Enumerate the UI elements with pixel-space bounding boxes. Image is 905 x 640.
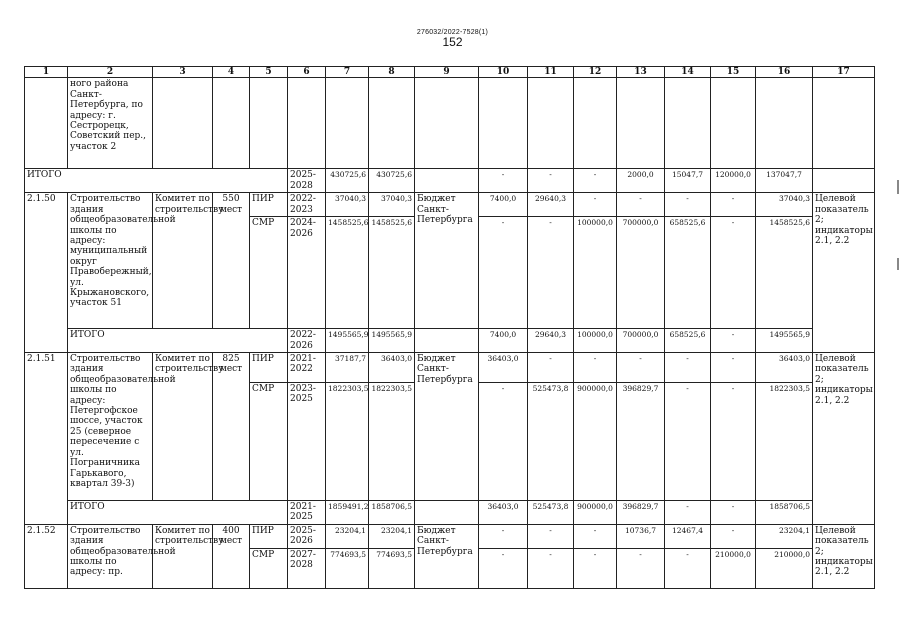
- scan-margin-mark: [897, 258, 899, 270]
- stage-cell: СМР: [250, 383, 288, 501]
- name-cell: Строительство здания общеобразовательной школы по адресу: Петергофское шоссе, участок 25 (северное пересечение с ул. Пограничника Гарькавого, квартал 39-3): [68, 353, 153, 501]
- value-cell: 100000,0: [574, 329, 617, 353]
- empty-cell: [250, 78, 288, 169]
- name-cell: ного района Санкт-Петербурга, по адресу: г. Сестрорецк, Советский пер., участок 2: [68, 78, 153, 169]
- value-cell: 1822303,5: [369, 383, 415, 501]
- column-header: 17: [813, 67, 875, 78]
- column-header: 4: [213, 67, 250, 78]
- value-cell: 210000,0: [756, 548, 813, 588]
- column-header: 5: [250, 67, 288, 78]
- page-number: 152: [442, 35, 463, 49]
- period-cell: 2023-2025: [288, 383, 326, 501]
- column-header: 1: [25, 67, 68, 78]
- total-row: [25, 329, 875, 353]
- funding-cell: Бюджет Санкт-Петербурга: [415, 193, 479, 329]
- value-cell: -: [574, 548, 617, 588]
- column-header: 13: [617, 67, 665, 78]
- value-cell: 1458525,6: [369, 217, 415, 329]
- period-cell: 2022-2023: [288, 193, 326, 217]
- value-cell: 37187,7: [326, 353, 369, 383]
- value-cell: 29640,3: [528, 193, 574, 217]
- customer-cell: Комитет по строительству: [153, 193, 213, 329]
- empty-cell: [415, 78, 479, 169]
- value-cell: -: [528, 217, 574, 329]
- header-row: [25, 67, 875, 78]
- value-cell: 1822303,5: [326, 383, 369, 501]
- total-label: ИТОГО: [25, 169, 288, 193]
- value-cell: 1858706,5: [369, 501, 415, 525]
- period-cell: 2022-2026: [288, 329, 326, 353]
- empty-cell: [574, 78, 617, 169]
- table-row: [25, 353, 875, 383]
- value-cell: -: [617, 353, 665, 383]
- value-cell: -: [479, 524, 528, 548]
- funding-cell: Бюджет Санкт-Петербурга: [415, 524, 479, 588]
- value-cell: 1822303,5: [756, 383, 813, 501]
- total-row: [25, 169, 875, 193]
- value-cell: -: [711, 501, 756, 525]
- value-cell: 36403,0: [369, 353, 415, 383]
- value-cell: [415, 501, 479, 525]
- value-cell: -: [711, 329, 756, 353]
- total-label: ИТОГО: [68, 329, 288, 353]
- value-cell: 23204,1: [369, 524, 415, 548]
- capacity-cell: 400 мест: [213, 524, 250, 588]
- empty-cell: [479, 78, 528, 169]
- stage-cell: СМР: [250, 217, 288, 329]
- value-cell: 15047,7: [665, 169, 711, 193]
- value-cell: -: [665, 383, 711, 501]
- value-cell: 23204,1: [756, 524, 813, 548]
- value-cell: 37040,3: [756, 193, 813, 217]
- value-cell: 1495565,9: [369, 329, 415, 353]
- table-row: [25, 78, 875, 169]
- value-cell: -: [711, 217, 756, 329]
- empty-cell: [813, 78, 875, 169]
- value-cell: -: [574, 353, 617, 383]
- value-cell: -: [617, 193, 665, 217]
- value-cell: 10736,7: [617, 524, 665, 548]
- total-row: [25, 501, 875, 525]
- column-header: 2: [68, 67, 153, 78]
- value-cell: 2000,0: [617, 169, 665, 193]
- stage-cell: СМР: [250, 548, 288, 588]
- name-cell: Строительство здания общеобразовательной школы по адресу: муниципальный округ Правобережный, ул. Крыжановского, участок 51: [68, 193, 153, 329]
- table-row: [25, 193, 875, 217]
- period-cell: 2025-2026: [288, 524, 326, 548]
- value-cell: -: [617, 548, 665, 588]
- column-header: 3: [153, 67, 213, 78]
- value-cell: 700000,0: [617, 217, 665, 329]
- column-header: 7: [326, 67, 369, 78]
- value-cell: 700000,0: [617, 329, 665, 353]
- empty-cell: [213, 78, 250, 169]
- value-cell: -: [479, 383, 528, 501]
- value-cell: 658525,6: [665, 329, 711, 353]
- column-header: 10: [479, 67, 528, 78]
- value-cell: 430725,6: [326, 169, 369, 193]
- value-cell: -: [479, 169, 528, 193]
- value-cell: 1458525,6: [756, 217, 813, 329]
- table-row: [25, 524, 875, 548]
- capacity-cell: 825 мест: [213, 353, 250, 501]
- period-cell: 2024-2026: [288, 217, 326, 329]
- value-cell: -: [711, 383, 756, 501]
- customer-cell: Комитет по строительству: [153, 353, 213, 501]
- empty-cell: [813, 169, 875, 193]
- value-cell: 36403,0: [479, 501, 528, 525]
- value-cell: -: [479, 548, 528, 588]
- empty-cell: [288, 78, 326, 169]
- value-cell: 23204,1: [326, 524, 369, 548]
- value-cell: 525473,8: [528, 383, 574, 501]
- capacity-cell: 550 мест: [213, 193, 250, 329]
- value-cell: 1458525,6: [326, 217, 369, 329]
- empty-cell: [153, 78, 213, 169]
- empty-cell: [756, 78, 813, 169]
- indicator-cell: Целевой показатель 2; индикаторы 2.1, 2.2: [813, 524, 875, 588]
- period-cell: 2027-2028: [288, 548, 326, 588]
- funding-cell: Бюджет Санкт-Петербурга: [415, 353, 479, 501]
- period-cell: 2021-2025: [288, 501, 326, 525]
- column-header: 14: [665, 67, 711, 78]
- code-cell: 2.1.50: [25, 193, 68, 353]
- value-cell: 396829,7: [617, 383, 665, 501]
- value-cell: 137047,7: [756, 169, 813, 193]
- total-label: ИТОГО: [68, 501, 288, 525]
- value-cell: -: [665, 501, 711, 525]
- value-cell: -: [711, 353, 756, 383]
- value-cell: 29640,3: [528, 329, 574, 353]
- code-cell: 2.1.51: [25, 353, 68, 525]
- value-cell: -: [528, 353, 574, 383]
- value-cell: 1495565,9: [756, 329, 813, 353]
- column-header: 15: [711, 67, 756, 78]
- code-cell: [25, 78, 68, 169]
- value-cell: -: [528, 169, 574, 193]
- empty-cell: [711, 78, 756, 169]
- value-cell: 7400,0: [479, 193, 528, 217]
- empty-cell: [326, 78, 369, 169]
- column-header: 12: [574, 67, 617, 78]
- empty-cell: [369, 78, 415, 169]
- code-cell: 2.1.52: [25, 524, 68, 588]
- value-cell: [415, 169, 479, 193]
- period-cell: 2021-2022: [288, 353, 326, 383]
- column-header: 9: [415, 67, 479, 78]
- value-cell: 120000,0: [711, 169, 756, 193]
- value-cell: -: [574, 169, 617, 193]
- value-cell: 900000,0: [574, 383, 617, 501]
- value-cell: 37040,3: [326, 193, 369, 217]
- empty-cell: [617, 78, 665, 169]
- column-header: 6: [288, 67, 326, 78]
- value-cell: -: [574, 193, 617, 217]
- name-cell: Строительство здания общеобразовательной школы по адресу: пр.: [68, 524, 153, 588]
- value-cell: 774693,5: [369, 548, 415, 588]
- value-cell: -: [711, 193, 756, 217]
- indicator-cell: Целевой показатель 2; индикаторы 2.1, 2.2: [813, 353, 875, 525]
- stage-cell: ПИР: [250, 524, 288, 548]
- indicator-cell: Целевой показатель 2; индикаторы 2.1, 2.2: [813, 193, 875, 353]
- column-header: 11: [528, 67, 574, 78]
- value-cell: 210000,0: [711, 548, 756, 588]
- value-cell: -: [528, 548, 574, 588]
- value-cell: -: [665, 193, 711, 217]
- value-cell: -: [665, 548, 711, 588]
- column-header: 16: [756, 67, 813, 78]
- column-header: 8: [369, 67, 415, 78]
- value-cell: 900000,0: [574, 501, 617, 525]
- customer-cell: Комитет по строительству: [153, 524, 213, 588]
- value-cell: 100000,0: [574, 217, 617, 329]
- value-cell: -: [665, 353, 711, 383]
- value-cell: 12467,4: [665, 524, 711, 548]
- program-table: [24, 66, 875, 589]
- value-cell: -: [479, 217, 528, 329]
- value-cell: 1859491,2: [326, 501, 369, 525]
- value-cell: 774693,5: [326, 548, 369, 588]
- value-cell: 430725,6: [369, 169, 415, 193]
- value-cell: 658525,6: [665, 217, 711, 329]
- value-cell: -: [528, 524, 574, 548]
- value-cell: 36403,0: [756, 353, 813, 383]
- document-number: 276032/2022-7528(1): [416, 29, 489, 36]
- scan-margin-mark: [897, 180, 899, 194]
- value-cell: [415, 329, 479, 353]
- value-cell: -: [574, 524, 617, 548]
- value-cell: 7400,0: [479, 329, 528, 353]
- value-cell: 396829,7: [617, 501, 665, 525]
- value-cell: -: [711, 524, 756, 548]
- stage-cell: ПИР: [250, 353, 288, 383]
- value-cell: 37040,3: [369, 193, 415, 217]
- value-cell: 36403,0: [479, 353, 528, 383]
- empty-cell: [528, 78, 574, 169]
- value-cell: 1495565,9: [326, 329, 369, 353]
- empty-cell: [665, 78, 711, 169]
- period-cell: 2025-2028: [288, 169, 326, 193]
- value-cell: 525473,8: [528, 501, 574, 525]
- value-cell: 1858706,5: [756, 501, 813, 525]
- stage-cell: ПИР: [250, 193, 288, 217]
